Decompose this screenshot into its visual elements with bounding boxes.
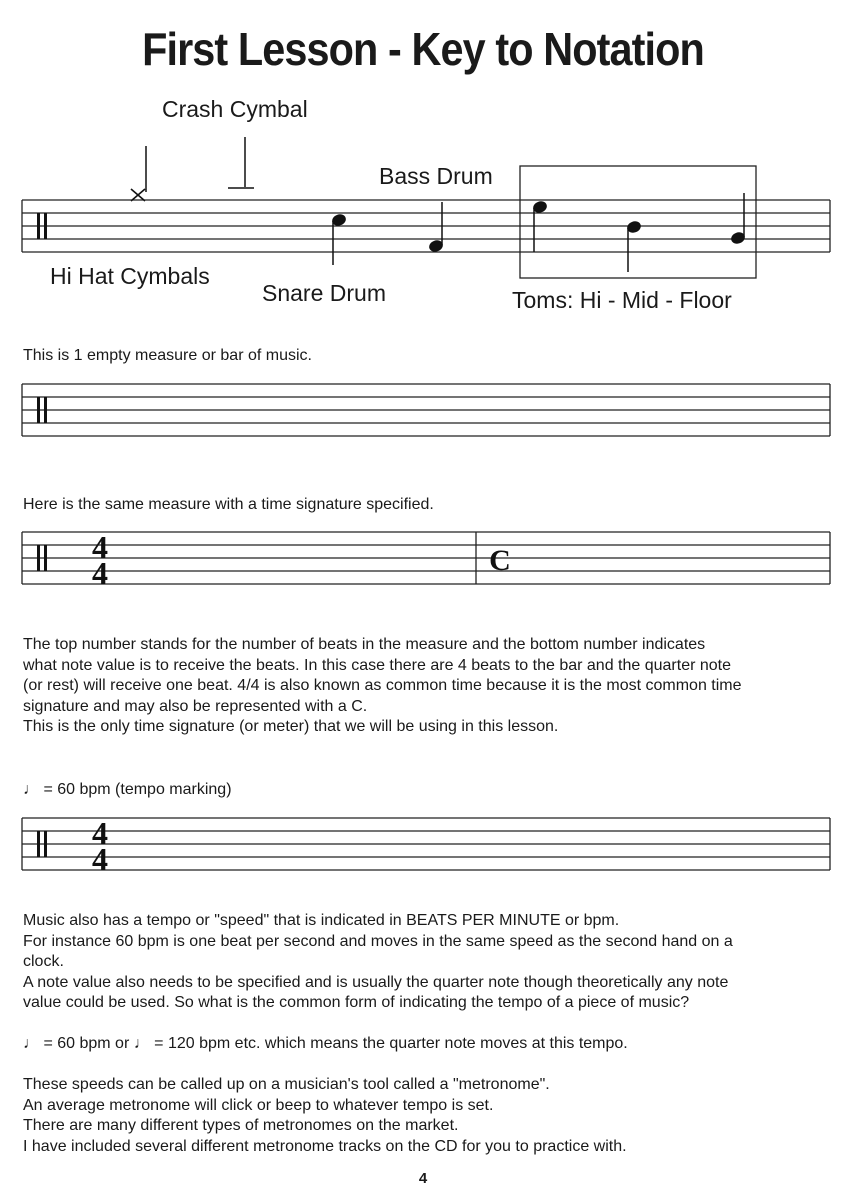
- text-line: For instance 60 bpm is one beat per second and moves in the same speed as the second hand on a: [23, 932, 733, 950]
- toms-label: Toms: Hi - Mid - Floor: [512, 287, 732, 313]
- tempo-example: ♩ = 60 bpm or ♩ = 120 bpm etc. which means the quarter note moves at this tempo.: [23, 1035, 628, 1052]
- empty-measure-staff: [0, 380, 846, 440]
- text-line: There are many different types of metronomes on the market.: [23, 1117, 459, 1134]
- text-line: what note value is to receive the beats. In this case there are 4 beats to the bar and the quarter note: [23, 656, 731, 674]
- text-line: These speeds can be called up on a musician's tool called a "metronome".: [23, 1076, 550, 1093]
- floor-tom-note: [730, 193, 747, 246]
- text-line: A note value also needs to be specified and is usually the quarter note though theoretically any note: [23, 973, 729, 991]
- text-line: (or rest) will receive one beat. 4/4 is also known as common time because it is the most common time: [23, 677, 742, 694]
- page-number: 4: [418, 1170, 428, 1187]
- metronome-text: [23, 1075, 627, 1157]
- text-line: I have included several different metronome tracks on the CD for you to practice with.: [23, 1137, 627, 1155]
- common-time-symbol: C: [489, 544, 511, 577]
- text-line: An average metronome will click or beep to whatever tempo is set.: [23, 1096, 494, 1114]
- text-line: This is the only time signature (or meter) that we will be using in this lesson.: [23, 718, 559, 735]
- hi-hat-note: [131, 146, 146, 201]
- time-signature-bottom: 4: [92, 841, 108, 877]
- time-signature-caption: Here is the same measure with a time signature specified.: [23, 496, 434, 513]
- empty-measure-caption: This is 1 empty measure or bar of music.: [23, 347, 312, 364]
- tempo-staff: [0, 814, 846, 877]
- mid-tom-note: [626, 219, 643, 272]
- tempo-marking: ♩ = 60 bpm (tempo marking): [23, 781, 232, 798]
- text-line: Music also has a tempo or "speed" that is indicated in BEATS PER MINUTE or bpm.: [23, 912, 620, 929]
- time-signature-top: 4: [92, 529, 108, 565]
- bass-drum-label: Bass Drum: [379, 163, 493, 189]
- text-line: The top number stands for the number of beats in the measure and the bottom number indicates: [23, 636, 706, 653]
- hi-hat-label: Hi Hat Cymbals: [50, 263, 210, 289]
- snare-drum-label: Snare Drum: [262, 280, 386, 306]
- time-signature-staff: [0, 528, 846, 591]
- bass-drum-note: [428, 202, 445, 254]
- text-line: signature and may also be represented with a C.: [23, 697, 368, 715]
- crash-cymbal-label: Crash Cymbal: [162, 96, 308, 122]
- time-signature-bottom: 4: [92, 555, 108, 591]
- text-line: value could be used. So what is the common form of indicating the tempo of a piece of music?: [23, 994, 690, 1011]
- time-signature-top: 4: [92, 815, 108, 851]
- drum-key-staff: [0, 0, 846, 300]
- tempo-explanation: [23, 911, 733, 1014]
- page-title: First Lesson - Key to Notation: [142, 23, 704, 75]
- text-line: clock.: [23, 953, 64, 970]
- crash-cymbal-note: [228, 137, 254, 188]
- time-signature-explanation: [23, 635, 742, 738]
